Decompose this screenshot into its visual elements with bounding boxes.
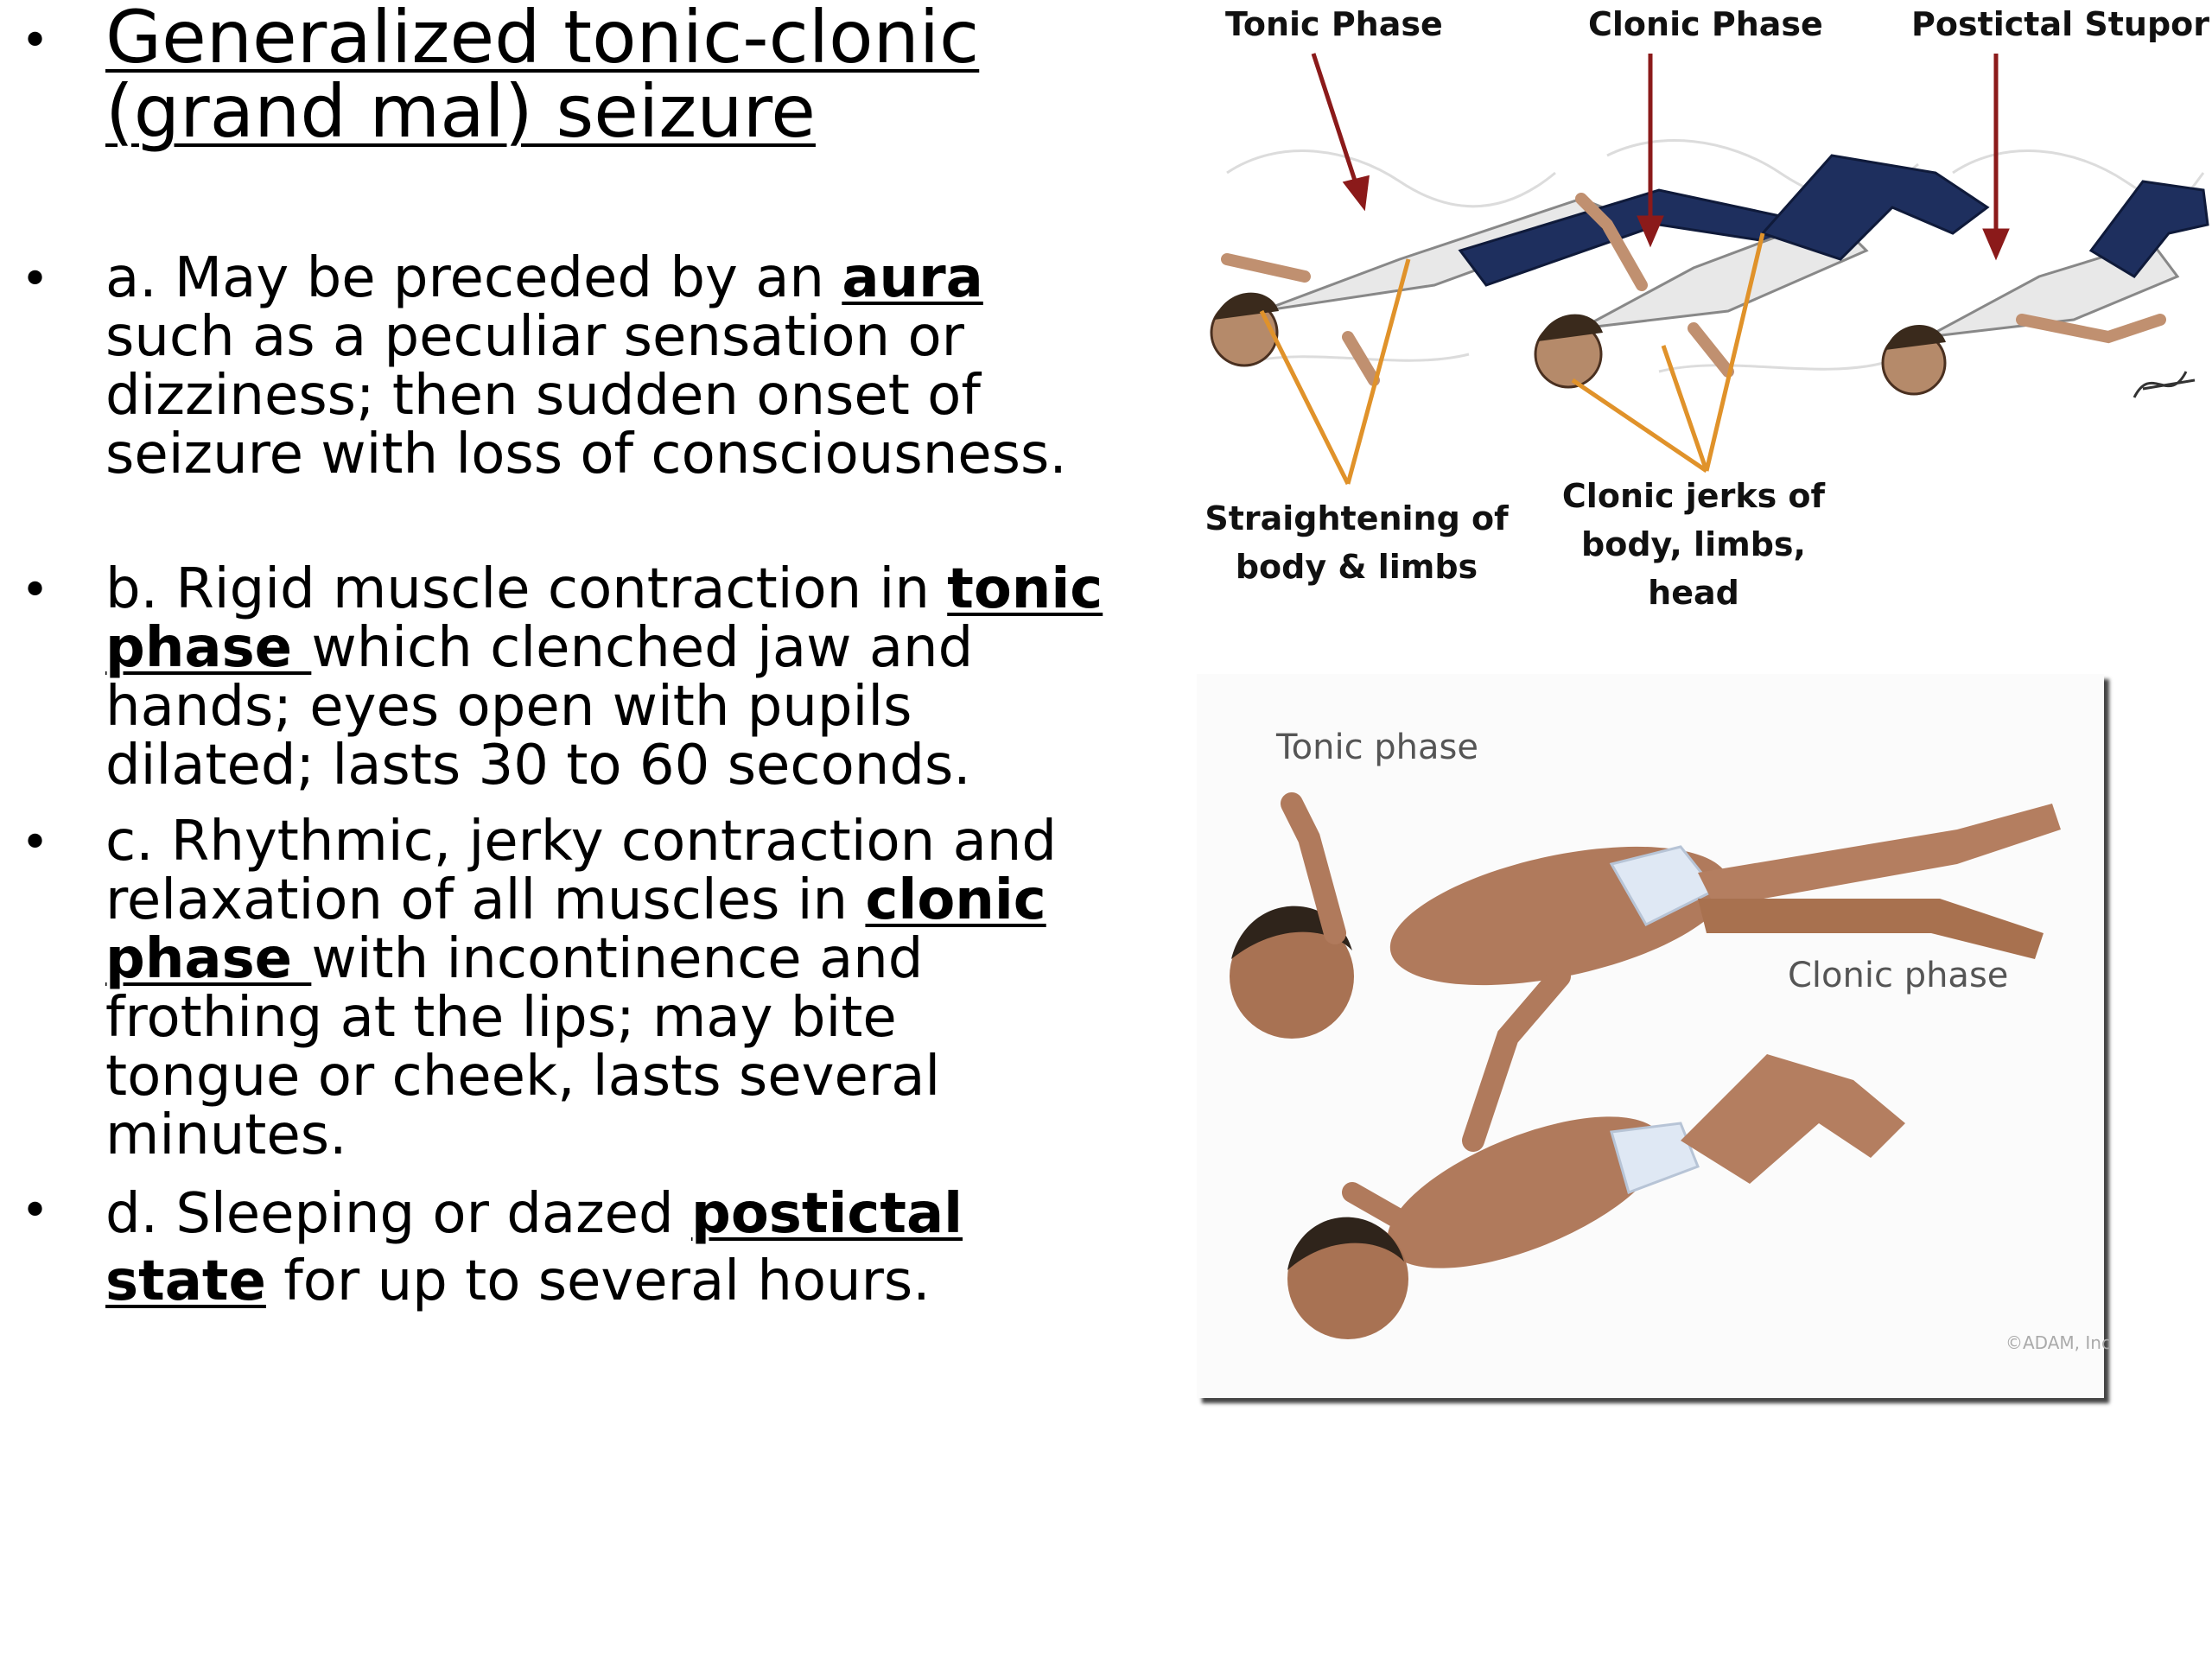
bullet: •	[21, 251, 50, 308]
list-item-d	[105, 1180, 1108, 1315]
callout-clonic-jerks: Clonic jerks of body, limbs, head	[1561, 477, 1826, 612]
phase-label-postictal: Postictal Stupor	[1911, 5, 2209, 43]
bullet: •	[21, 13, 50, 69]
list-item-a	[105, 246, 1108, 486]
item-text: c. Rhythmic, jerky contraction and relaxation of all muscles in	[105, 810, 1057, 932]
phase-label-tonic: Tonic Phase	[1225, 5, 1443, 43]
item-emphasis: tonic phase	[105, 557, 1103, 680]
image-credit: ©ADAM, Inc	[2005, 1332, 2111, 1353]
item-emphasis: postictal state	[105, 1182, 963, 1313]
item-text: b. Rigid muscle contraction in	[105, 557, 948, 621]
callout-straightening: Straightening of body & limbs	[1205, 499, 1509, 586]
phase-arrows	[1313, 54, 2006, 255]
title-line-1: Generalized tonic-clonic	[105, 0, 980, 79]
item-emphasis: aura	[842, 246, 983, 310]
list-item-b	[105, 557, 1108, 798]
child-drawing	[1197, 674, 2104, 1398]
label-clonic-phase: Clonic phase	[1788, 956, 2009, 995]
title-line-2: (grand mal) seizure	[105, 69, 816, 154]
item-text: d. Sleeping or dazed	[105, 1182, 691, 1246]
slide-title	[105, 0, 1099, 154]
bullet: •	[21, 563, 50, 619]
seizure-phases-illustration	[1175, 0, 2212, 639]
item-text: such as a peculiar sensation or dizziness; then sudden onset of seizure with loss of consciousness.	[105, 305, 1067, 486]
item-emphasis: clonic phase	[105, 868, 1046, 991]
artist-signature	[2134, 372, 2195, 397]
bullet: •	[21, 815, 50, 871]
bullet: •	[21, 1183, 50, 1239]
child-seizure-illustration	[1197, 674, 2111, 1398]
phase-label-clonic: Clonic Phase	[1588, 5, 1823, 43]
item-text: for up to several hours.	[265, 1249, 931, 1313]
item-text: which clenched jaw and hands; eyes open with pupils dilated; lasts 30 to 60 seconds.	[105, 616, 974, 798]
item-text: a. May be preceded by an	[105, 246, 842, 310]
list-item-c	[105, 812, 1108, 1165]
background-sketch	[1227, 141, 2203, 372]
item-text: with incontinence and frothing at the lips; may bite tongue or cheek, lasts several minutes.	[105, 927, 941, 1167]
label-tonic-phase: Tonic phase	[1276, 728, 1478, 767]
child-tonic	[1230, 804, 2061, 1039]
child-clonic	[1287, 976, 1905, 1339]
